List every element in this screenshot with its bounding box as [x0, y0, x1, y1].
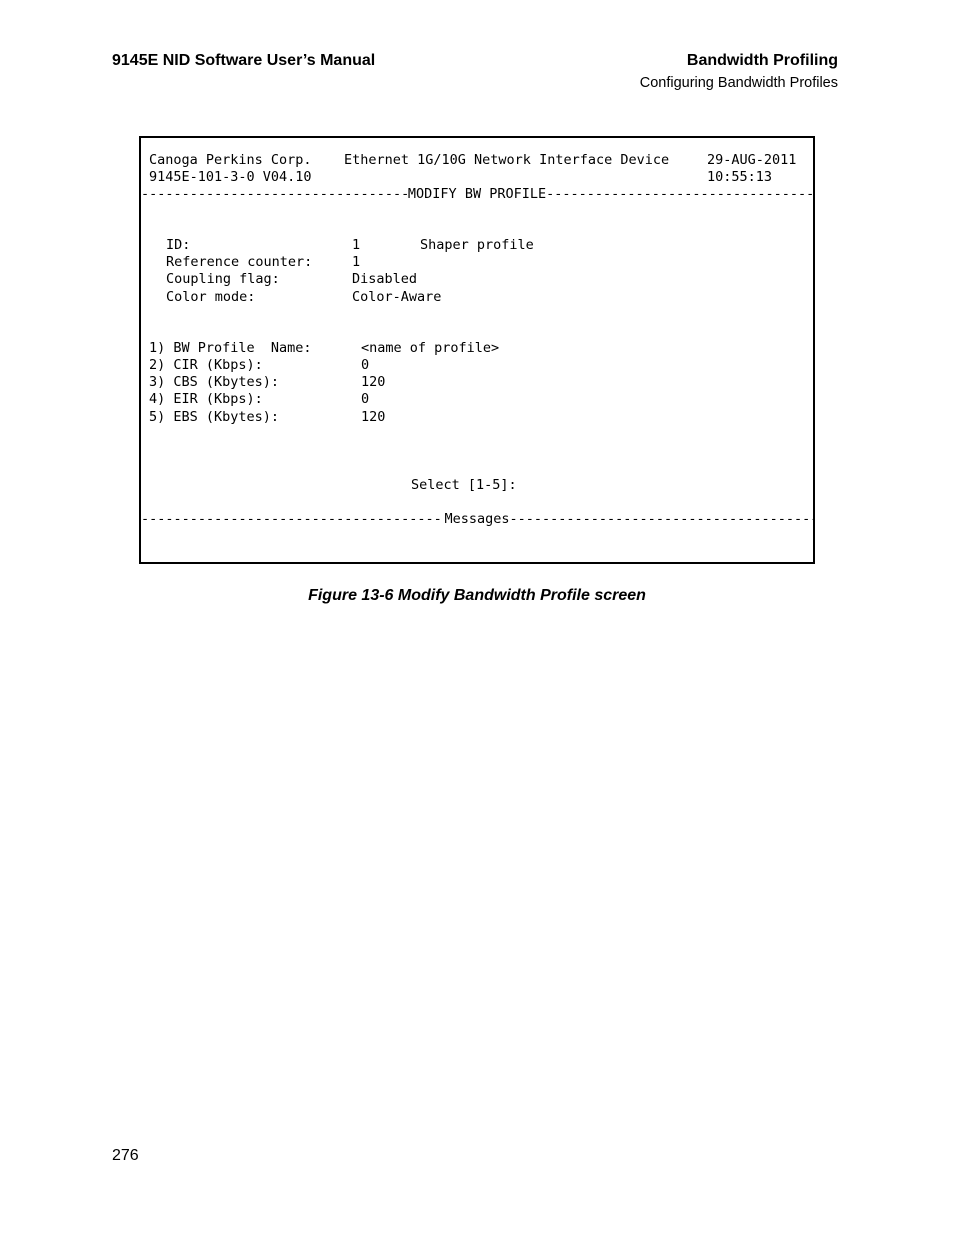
time: 10:55:13 [707, 169, 773, 185]
option-bw-profile-name-label[interactable]: 1) BW Profile Name: [149, 340, 312, 356]
option-eir-value: 0 [361, 391, 370, 407]
option-cbs-value: 120 [361, 374, 386, 390]
version: 9145E-101-3-0 V04.10 [149, 169, 312, 185]
info-label-color-mode: Color mode: [166, 289, 256, 305]
option-ebs-label[interactable]: 5) EBS (Kbytes): [149, 409, 280, 425]
messages-label: Messages [444, 511, 510, 527]
company-name: Canoga Perkins Corp. [149, 152, 312, 168]
info-value-coupling-flag: Disabled [352, 271, 418, 287]
info-label-id: ID: [166, 237, 191, 253]
messages-rule [141, 511, 813, 528]
screen-title-rule [141, 186, 813, 203]
info-label-reference-counter: Reference counter: [166, 254, 313, 270]
info-value-reference-counter: 1 [352, 254, 361, 270]
terminal-screen [139, 136, 815, 564]
info-extra-id: Shaper profile [420, 237, 534, 253]
info-value-color-mode: Color-Aware [352, 289, 442, 305]
select-prompt[interactable]: Select [1-5]: [411, 477, 517, 493]
figure-caption: Figure 13-6 Modify Bandwidth Profile screen [308, 587, 646, 604]
option-cir-label[interactable]: 2) CIR (Kbps): [149, 357, 263, 373]
chapter-title: Bandwidth Profiling [686, 52, 838, 69]
option-eir-label[interactable]: 4) EIR (Kbps): [149, 391, 263, 407]
option-cbs-label[interactable]: 3) CBS (Kbytes): [149, 374, 280, 390]
screen-title: MODIFY BW PROFILE [407, 186, 547, 202]
info-value-id: 1 [352, 237, 361, 253]
option-cir-value: 0 [361, 357, 370, 373]
info-label-coupling-flag: Coupling flag: [166, 271, 280, 287]
date: 29-AUG-2011 [707, 152, 797, 168]
page-number: 276 [112, 1147, 139, 1164]
manual-title: 9145E NID Software User’s Manual [112, 52, 376, 69]
option-bw-profile-name-value: <name of profile> [361, 340, 500, 356]
section-title: Configuring Bandwidth Profiles [639, 75, 838, 91]
device-name: Ethernet 1G/10G Network Interface Device [344, 152, 670, 168]
option-ebs-value: 120 [361, 409, 386, 425]
